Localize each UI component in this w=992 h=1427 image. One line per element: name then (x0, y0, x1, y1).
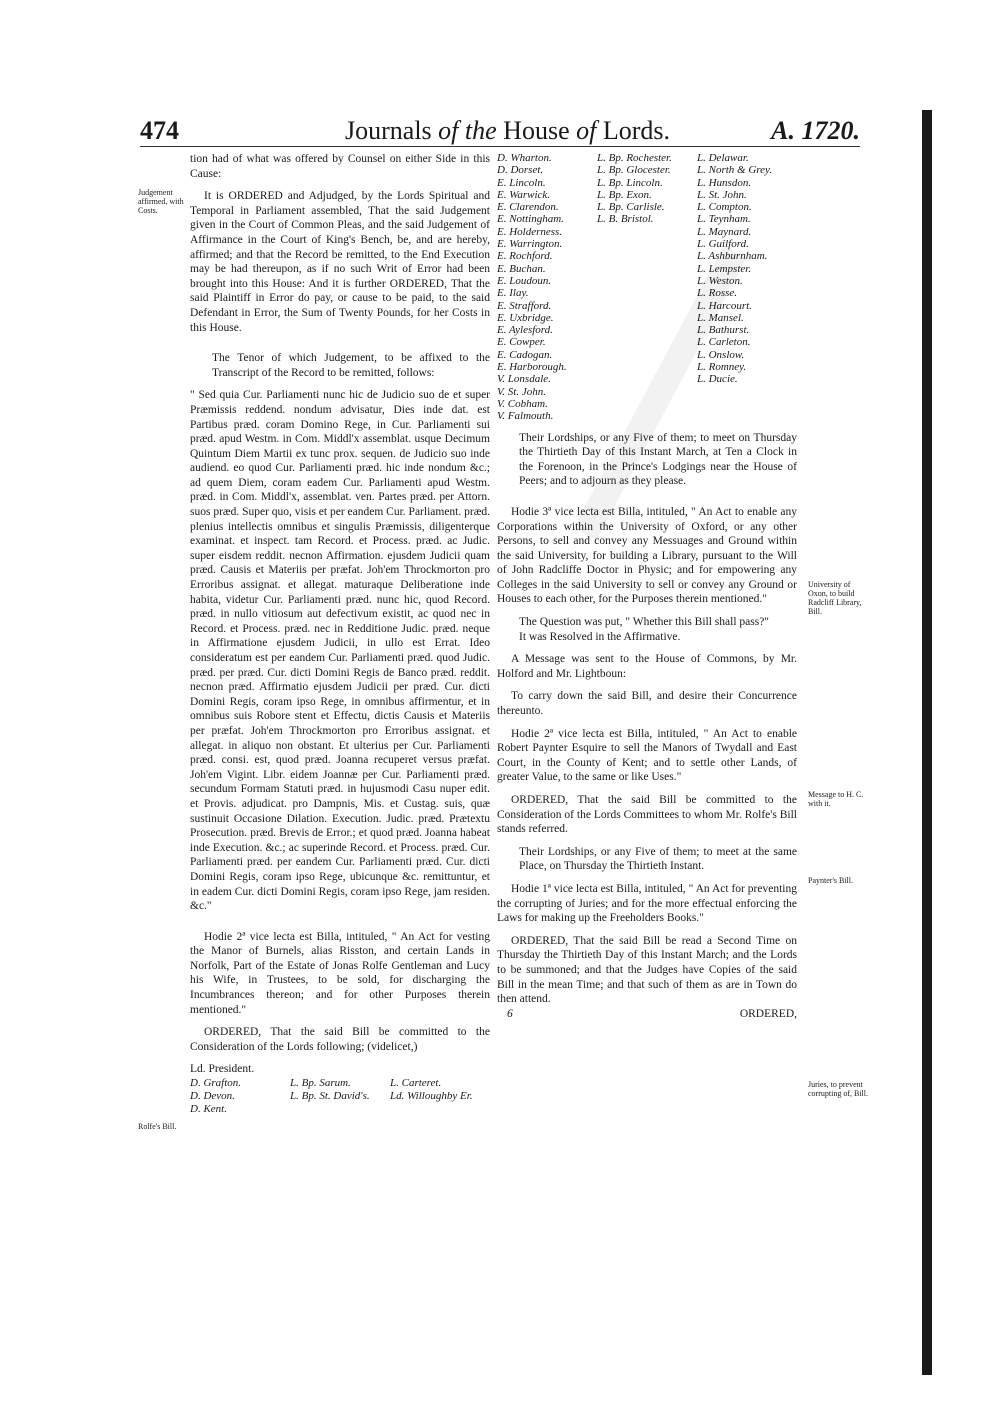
committee-name: L. Bp. Sarum. (290, 1077, 351, 1090)
lord-name: L. B. Bristol. (597, 213, 654, 226)
margin-note: Juries, to prevent corrupting of, Bill. (808, 1080, 868, 1098)
lord-name: L. Compton. (697, 201, 752, 214)
committee-name: D. Kent. (190, 1103, 227, 1116)
title-of-the: of the (438, 116, 497, 145)
paragraph: A Message was sent to the House of Commons, by Mr. Holford and Mr. Lightboun: (497, 653, 797, 680)
binding-edge (922, 110, 932, 1375)
lord-name: L. Delawar. (697, 152, 749, 164)
paragraph: Their Lordships, or any Five of them; to meet at the same Place, on Thursday the Thirtieth Instant. (519, 845, 797, 873)
lord-name: L. Rosse. (697, 287, 738, 300)
lord-name: L. Romney. (697, 361, 747, 374)
committee-name (390, 1103, 500, 1116)
committee-name: L. Bp. St. David's. (290, 1090, 370, 1103)
paragraph: The Tenor of which Judgement, to be affixed to the Transcript of the Record to be remitted, follows: (212, 352, 490, 379)
lord-name: L. Onslow. (697, 348, 745, 361)
lord-name: L. Carleton. (697, 336, 751, 349)
lord-name: V. St. John. (497, 385, 546, 398)
committee-name: D. Grafton. (190, 1077, 242, 1090)
page-number: 474 (140, 116, 179, 145)
lord-name: L. Guilford. (697, 238, 749, 251)
margin-note: Message to H. C. with it. (808, 790, 864, 808)
committee-list (190, 1077, 490, 1116)
lord-name: V. Falmouth. (497, 410, 554, 423)
paragraph: Their Lordships, or any Five of them; to meet on Thursday the Thirtieth Day of this Instant March, at Ten a Clock in the Forenoon, in the Prince's Lodgings near the House of Peers; and to adjourn as they please. (519, 431, 797, 488)
lord-name: L. Bp. Glocester. (597, 164, 671, 177)
lord-name: L. North & Grey. (697, 164, 773, 177)
lord-name: L. Maynard. (697, 225, 752, 238)
paragraph: Hodie 3ª vice lecta est Billa, intituled, " An Act to enable any Corporations within the University of Oxford, or any other Persons, to sell and convey any Messuages and Ground within the said University, for building a Library, pursuant to the Will of John Radcliffe Doctor in Physic; and for empowering any Colleges in the said University to sell or convey any Ground or Houses to each other, for the Purposes therein mentioned." (497, 505, 797, 606)
lord-name: E. Uxbridge. (497, 311, 554, 324)
lord-name: E. Ilay. (497, 287, 529, 300)
lord-name: E. Strafford. (497, 299, 552, 312)
paragraph: To carry down the said Bill, and desire their Concurrence thereunto. (497, 690, 797, 718)
lord-name: L. St. John. (697, 188, 747, 201)
right-column (497, 152, 797, 1021)
lord-name: L. Lempster. (697, 262, 752, 275)
committee-name: Ld. Willoughby Er. (390, 1090, 473, 1103)
lord-name: E. Warrington. (497, 238, 563, 251)
signature-mark: 6 (507, 1007, 513, 1020)
margin-note: Judgement affirmed, with Costs. (138, 188, 184, 215)
lord-name: E. Lincoln. (497, 176, 546, 189)
left-column (190, 152, 490, 1116)
lord-name: L. Bp. Lincoln. (597, 176, 663, 189)
lord-name: E. Loudoun. (497, 274, 552, 287)
lord-name: L. Mansel. (697, 311, 744, 324)
lord-name: L. Hunsdon. (697, 176, 752, 189)
lord-name: L. Bp. Carlisle. (597, 201, 665, 214)
header-rule (140, 146, 860, 147)
paragraph: It was Resolved in the Affirmative. (519, 630, 681, 643)
lord-name: L. Ashburnham. (697, 250, 768, 263)
lord-name: V. Cobham. (497, 397, 548, 410)
title-house: House (496, 116, 577, 145)
lord-name: V. Lonsdale. (497, 373, 551, 386)
lord-name: L. Weston. (697, 274, 743, 287)
lord-name: E. Buchan. (497, 262, 546, 275)
lord-name: L. Bp. Rochester. (597, 152, 672, 164)
margin-note: Paynter's Bill. (808, 876, 853, 885)
lord-name: L. Harcourt. (697, 299, 752, 312)
catchword: ORDERED, (739, 1007, 797, 1020)
committee-name: D. Devon. (190, 1090, 235, 1103)
lord-name: E. Holderness. (497, 225, 563, 238)
margin-note: University of Oxon, to build Radcliff Library, Bill. (808, 580, 862, 616)
lord-name: L. Teynham. (697, 213, 751, 226)
page-footer (497, 1007, 797, 1022)
title-lords: Lords. (596, 116, 671, 145)
lord-name: E. Cowper. (497, 336, 546, 349)
committee-name (290, 1103, 390, 1116)
lord-name: E. Aylesford. (497, 324, 553, 337)
paragraph: Hodie 2ª vice lecta est Billa, intituled, " An Act to enable Robert Paynter Esquire to sell the Manors of Twydall and East Court, in the County of Kent; and to settle other Lands, of greater Value, to the same or like Uses." (497, 727, 797, 784)
lord-name: L. Ducie. (697, 373, 738, 386)
lord-name: D. Wharton. (497, 152, 552, 164)
lord-name: E. Harborough. (497, 361, 567, 374)
paragraph: The Question was put, " Whether this Bill shall pass?" (519, 616, 770, 629)
lord-name: D. Dorset. (497, 164, 544, 177)
running-header (140, 116, 860, 150)
paragraph: ORDERED, That the said Bill be committed to the Consideration of the Lords following; (videlicet,) (190, 1026, 490, 1053)
lord-name: L. Bp. Exon. (597, 188, 652, 201)
paragraph: Hodie 2ª vice lecta est Billa, intituled, " An Act for vesting the Manor of Burnels, alias Risston, and certain Lands in Norfolk, Part of the Estate of Jonas Rolfe Gentleman and Lucy his Wife, in Trustees, to be sold, for discharging the Incumbrances thereon; and for other Purposes therein mentioned." (190, 930, 490, 1016)
paragraph: It is ORDERED and Adjudged, by the Lords Spiritual and Temporal in Parliament assembled, That the said Judgement given in the Court of Common Pleas, and the said Judgement of Affirmance in the Court of King's Bench, be, and are hereby, affirmed; and that the Record be remitted, to the End Execution may be had thereupon, as if no such Writ of Error had been brought into this House: And it is further ORDERED, That the said Plaintiff in Error do pay, or cause to be paid, to the said Defendant in Error, the Sum of Twenty Pounds, for her Costs in this House. (190, 190, 490, 334)
latin-tenor: " Sed quia Cur. Parliamenti nunc hic de Judicio suo de et super Præmissis reddend. nondum advisatur, Dies inde dat. est Partibus præd. coram Domino Rege, in Cur. Parliamenti sui præd. apud Westm. in Com. Middl'x assemblat. usque Decimum Quintum Diem Martii ex tunc prox. sequen. de Judicio suo inde audiend. eo quod Cur. Parliamenti præd. hic inde nondum &c.; ad quem Diem, coram eadem Cur. Parliamenti apud Westm. præd. in Com. Middl'x, assemblat. ven. Partes præd. per Attorn. suos præd. Super quo, visis et per eandem Cur. Parliament. præd. plenius intellectis omnibus et singulis Præmissis, diligenterque examinat. et inspect. tam Record. et Process. præd. ac Judic. super eisdem reddit. necnon Affirmation. ejusdem Judicii quam præd. Causis et Materiis per præfat. Joh'em Throckmorton pro Erroribus assignat. et allegat. maturaque Deliberatione inde habita, videtur Cur. Parliamenti præd. nunc hic, quod Record. præd. in nullo vitiosum aut defectivum existit, ac quod nec in Record. et Process. præd. nec in Redditione Judic. præd. neque in Affirmatione ejusdem Judicii, in ullo est Errat. Ideo consideratum est per eandem Cur. Parliamenti præd. quod Judic. præd. per præd. Cur. dicti Domini Regis de Banco præd. reddit. necnon præd. Affirmatio ejusdem Judicii per præd. Cur. dicti Domini Regis, coram ipso Rege, in omnibus affirmentur, et in omnibus suis Robore stent et Effectu, dictis Causis et Materiis per præfat. Joh'em Throckmorton pro Erroribus assignat. et allegat. in aliquo non obstant. Et ulterius per Cur. Parliamenti præd. consi. est, quod præd. Joanna recuperet versus præfat. Joh'em Vigint. Libr. eidem Joannæ per Cur. Parliamenti præd. secundum Formam Statuti præd. in hujusmodi Casu nuper edit. et Provis. adjudicat. pro Dampnis, Mis. et Custag. suis, quæ sustinuit Occasione Dilation. Execution. Judic. præd. Prætextu Prosecution. præd. Brevis de Error.; et quod præd. Joanna habeat inde Execution. &c.; ac superinde Record. et Process. præd. Cur. Parliamenti præd. per eandem Cur. Parliamenti præd. Cur. dicti Domini Regis, coram ipso Rege, ubicunque &c. remittuntur, et in eadem Cur. dicti Domini Regis, coram ipso Rege, jam residen. &c." (190, 389, 490, 913)
lord-name: E. Warwick. (497, 188, 551, 201)
paragraph: tion had of what was offered by Counsel on either Side in this Cause: (190, 153, 490, 180)
lord-name: L. Bathurst. (697, 324, 750, 337)
lord-name: E. Clarendon. (497, 201, 559, 214)
paragraph: ORDERED, That the said Bill be committed to the Consideration of the Lords Committees to whom Mr. Rolfe's Bill stands referred. (497, 794, 797, 836)
lords-col-1 (497, 152, 589, 423)
lord-name: E. Cadogan. (497, 348, 553, 361)
paragraph: ORDERED, That the said Bill be read a Second Time on Thursday the Thirtieth Day of this Instant March; and the Lords to be summoned; and that the Judges have Copies of the said Bill in the mean Time; and that such of them as are in Town do then attend. (497, 934, 797, 1006)
paragraph: Hodie 1ª vice lecta est Billa, intituled, " An Act for preventing the corrupting of Juries; and for the more effectual enforcing the Laws for making up the Freeholders Books." (497, 882, 797, 925)
title-journals: Journals (345, 116, 439, 145)
lords-list (497, 152, 797, 423)
lord-name: E. Rochford. (497, 250, 553, 263)
title-of: of (576, 116, 597, 145)
year: A. 1720. (771, 116, 860, 145)
committee-name: L. Carteret. (390, 1077, 442, 1090)
page-title (345, 116, 670, 146)
margin-note: Rolfe's Bill. (138, 1122, 177, 1131)
committee-president: Ld. President. (190, 1063, 255, 1076)
lord-name: E. Nottingham. (497, 213, 564, 226)
